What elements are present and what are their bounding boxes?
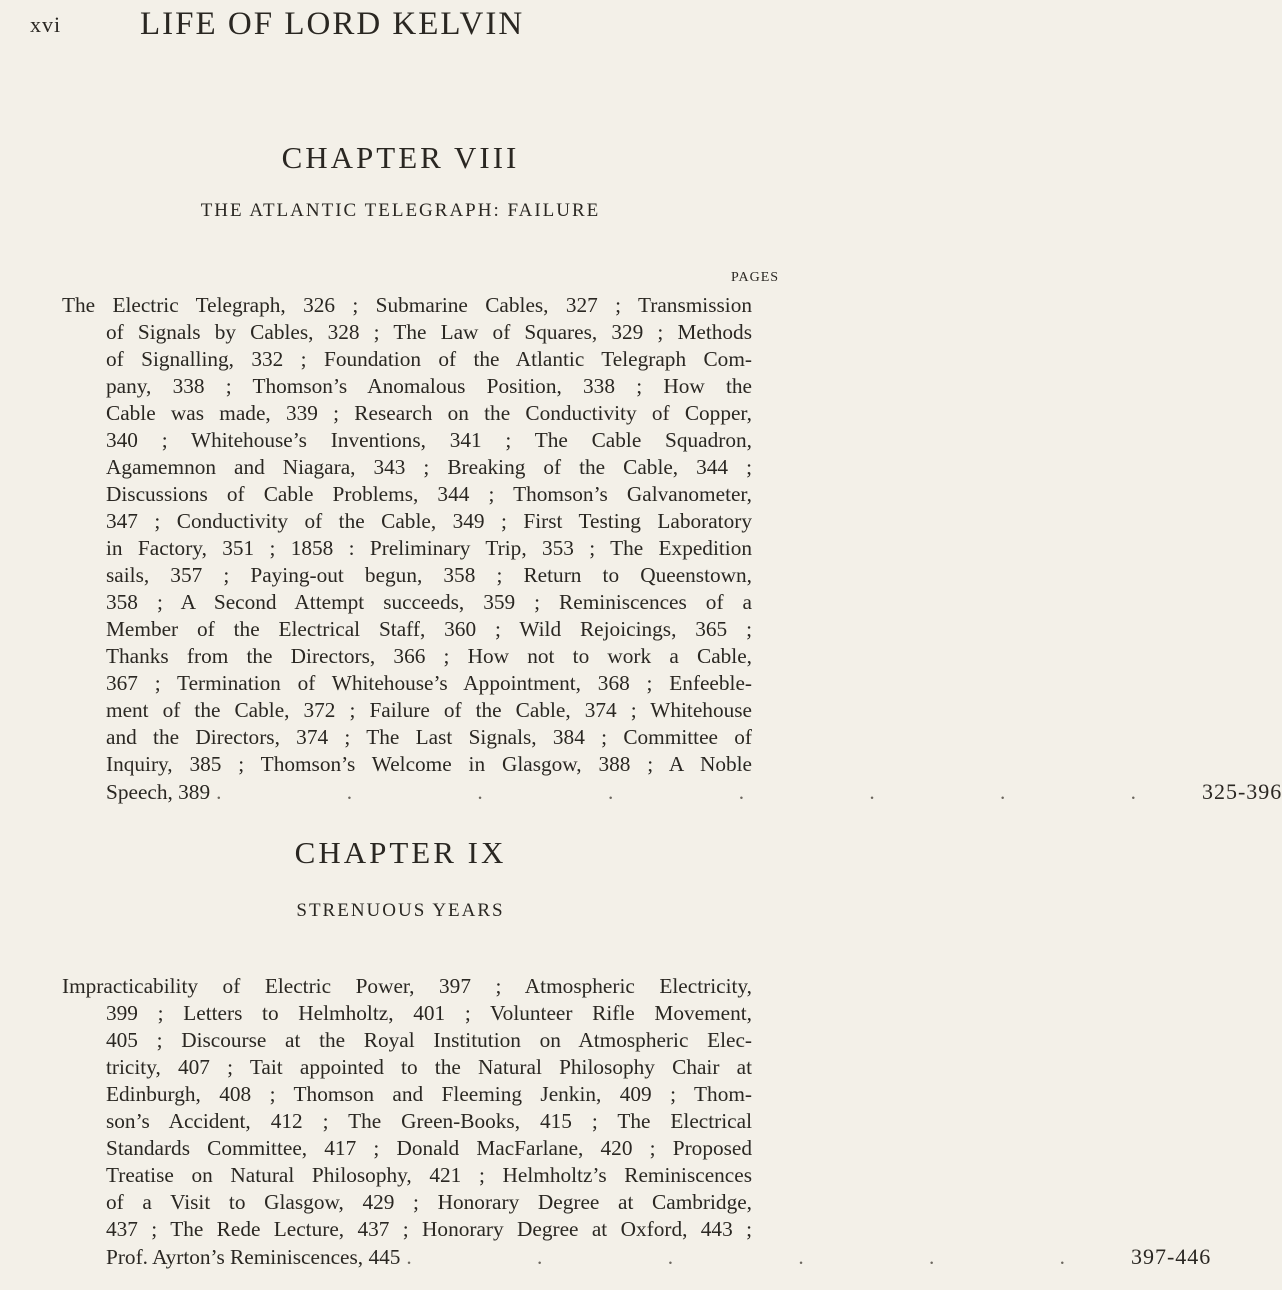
summary-line: 358 ; A Second Attempt succeeds, 359 ; Reminiscences of a (106, 590, 752, 614)
summary-line: tricity, 407 ; Tait appointed to the Natural Philosophy Chair at (106, 1055, 752, 1079)
chapter-ix-summary (62, 973, 1212, 1271)
summary-line: Inquiry, 385 ; Thomson’s Welcome in Glasgow, 388 ; A Noble (106, 752, 752, 776)
page-number: xvi (30, 12, 62, 37)
summary-line: of Signalling, 332 ; Foundation of the Atlantic Telegraph Com- (106, 347, 752, 371)
summary-line: Impracticability of Electric Power, 397 ; Atmospheric Electricity, (62, 974, 752, 998)
page-range: 325-396 (1201, 779, 1282, 804)
page-range: 397-446 (1130, 1244, 1212, 1269)
summary-line: 340 ; Whitehouse’s Inventions, 341 ; The Cable Squadron, (106, 428, 752, 452)
summary-last-line (62, 778, 1282, 806)
summary-line: Agamemnon and Niagara, 343 ; Breaking of the Cable, 344 ; (106, 455, 752, 479)
chapter-ix-subtitle: STRENUOUS YEARS (296, 900, 505, 921)
summary-line: Speech, 389 (106, 780, 211, 804)
summary-line: son’s Accident, 412 ; The Green-Books, 415 ; The Electrical (106, 1109, 752, 1133)
summary-line: of a Visit to Glasgow, 429 ; Honorary Degree at Cambridge, (106, 1190, 752, 1214)
summary-line: 437 ; The Rede Lecture, 437 ; Honorary Degree at Oxford, 443 ; (106, 1217, 752, 1241)
chapter-viii-summary (62, 292, 1282, 806)
summary-line: and the Directors, 374 ; The Last Signals, 384 ; Committee of (106, 725, 752, 749)
summary-line: of Signals by Cables, 328 ; The Law of Squares, 329 ; Methods (106, 320, 752, 344)
running-head: LIFE OF LORD KELVIN (140, 6, 525, 42)
summary-line: Treatise on Natural Philosophy, 421 ; Helmholtz’s Reminiscences (106, 1163, 752, 1187)
summary-line: 367 ; Termination of Whitehouse’s Appointment, 368 ; Enfeeble- (106, 671, 752, 695)
chapter-viii-heading: CHAPTER VIII (281, 140, 520, 175)
summary-line: Cable was made, 339 ; Research on the Conductivity of Copper, (106, 401, 752, 425)
dot-leaders: . . . . . . (406, 1245, 1125, 1269)
chapter-viii-subtitle: THE ATLANTIC TELEGRAPH: FAILURE (200, 200, 601, 221)
chapter-ix-heading: CHAPTER IX (294, 835, 507, 870)
summary-line: ment of the Cable, 372 ; Failure of the Cable, 374 ; Whitehouse (106, 698, 752, 722)
pages-column-header: PAGES (731, 270, 780, 285)
summary-line: in Factory, 351 ; 1858 : Preliminary Trip, 353 ; The Expedition (106, 536, 752, 560)
summary-line: sails, 357 ; Paying-out begun, 358 ; Return to Queenstown, (106, 563, 752, 587)
summary-line: Member of the Electrical Staff, 360 ; Wild Rejoicings, 365 ; (106, 617, 752, 641)
summary-line: Discussions of Cable Problems, 344 ; Thomson’s Galvanometer, (106, 482, 752, 506)
dot-leaders: . . . . . . . . (216, 780, 1196, 804)
summary-line: Edinburgh, 408 ; Thomson and Fleeming Jenkin, 409 ; Thom- (106, 1082, 752, 1106)
summary-last-line (62, 1243, 1212, 1271)
summary-line: pany, 338 ; Thomson’s Anomalous Position, 338 ; How the (106, 374, 752, 398)
summary-line: 405 ; Discourse at the Royal Institution on Atmospheric Elec- (106, 1028, 752, 1052)
summary-line: Prof. Ayrton’s Reminiscences, 445 (106, 1245, 401, 1269)
summary-line: Thanks from the Directors, 366 ; How not to work a Cable, (106, 644, 752, 668)
summary-line: The Electric Telegraph, 326 ; Submarine Cables, 327 ; Transmission (62, 293, 752, 317)
summary-line: 399 ; Letters to Helmholtz, 401 ; Volunteer Rifle Movement, (106, 1001, 752, 1025)
summary-line: Standards Committee, 417 ; Donald MacFarlane, 420 ; Proposed (106, 1136, 752, 1160)
summary-line: 347 ; Conductivity of the Cable, 349 ; First Testing Laboratory (106, 509, 752, 533)
